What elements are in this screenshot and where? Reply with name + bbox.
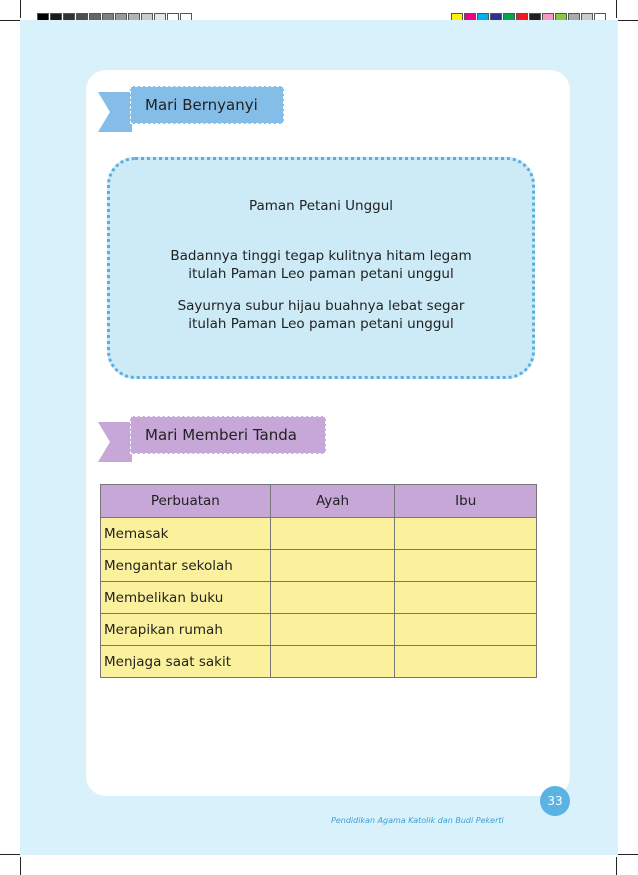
song-line: Sayurnya subur hijau buahnya lebat segar	[177, 298, 465, 314]
action-cell: Merapikan rumah	[101, 614, 271, 646]
crop-mark	[0, 854, 22, 855]
song-title: Paman Petani Unggul	[248, 198, 394, 214]
page-number: 33	[540, 786, 570, 816]
song-line: itulah Paman Leo paman petani unggul	[188, 266, 454, 282]
action-cell: Mengantar sekolah	[101, 550, 271, 582]
table-row	[101, 646, 537, 678]
section-label-mark: Mari Memberi Tanda	[130, 416, 326, 454]
father-mark-cell[interactable]	[270, 646, 395, 678]
crop-mark	[616, 857, 617, 875]
table-row	[101, 582, 537, 614]
crop-mark	[616, 854, 638, 855]
action-cell: Membelikan buku	[101, 582, 271, 614]
mother-mark-cell[interactable]	[395, 582, 537, 614]
column-header-father: Ayah	[270, 485, 395, 518]
ribbon-tail-blue	[98, 90, 134, 134]
table-row	[101, 518, 537, 550]
ribbon-tail-purple	[98, 420, 134, 464]
song-line: itulah Paman Leo paman petani unggul	[188, 316, 454, 332]
action-cell: Menjaga saat sakit	[101, 646, 271, 678]
table-header-row	[101, 485, 537, 518]
column-header-action: Perbuatan	[101, 485, 271, 518]
table-row	[101, 550, 537, 582]
father-mark-cell[interactable]	[270, 614, 395, 646]
song-line: Badannya tinggi tegap kulitnya hitam legam	[170, 248, 472, 264]
crop-mark	[20, 0, 21, 18]
action-cell: Memasak	[101, 518, 271, 550]
mother-mark-cell[interactable]	[395, 550, 537, 582]
crop-mark	[0, 20, 22, 21]
mother-mark-cell[interactable]	[395, 518, 537, 550]
table-row	[101, 614, 537, 646]
section-label-sing: Mari Bernyanyi	[130, 86, 284, 124]
mother-mark-cell[interactable]	[395, 614, 537, 646]
column-header-mother: Ibu	[395, 485, 537, 518]
father-mark-cell[interactable]	[270, 582, 395, 614]
crop-mark	[616, 0, 617, 18]
father-mark-cell[interactable]	[270, 550, 395, 582]
father-mark-cell[interactable]	[270, 518, 395, 550]
marking-table	[100, 484, 537, 678]
crop-mark	[20, 857, 21, 875]
song-box	[107, 157, 535, 379]
crop-mark	[616, 20, 638, 21]
book-title-footer: Pendidikan Agama Katolik dan Budi Pekerti	[331, 816, 504, 825]
mother-mark-cell[interactable]	[395, 646, 537, 678]
